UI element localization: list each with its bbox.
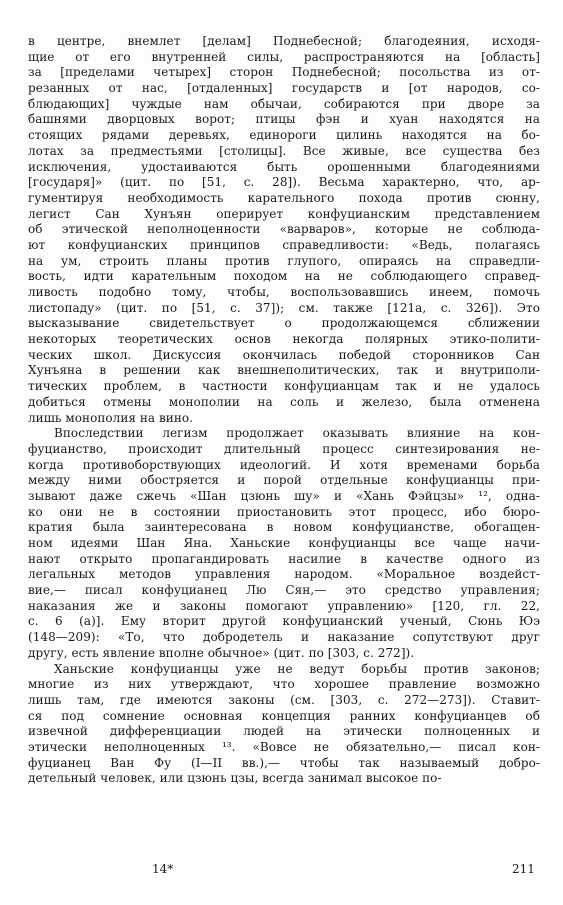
paragraph <box>28 34 540 426</box>
text-line: между ними обостряется и порой отдельные конфуцианцы при- <box>28 473 540 488</box>
text-line: ливость подобно тому, чтобы, воспользовавшись инеем, помочь <box>28 285 540 299</box>
text-line: блюдающих] чуждые нам обычаи, собираются при дворе за <box>28 96 540 111</box>
text-line: лишь монополия на вино. <box>28 410 194 425</box>
text-line: стоящих рядами деревьях, единороги цилинь находятся на бо- <box>28 128 540 143</box>
text-line: с. 6 (а)]. Ему вторит другой конфуцианский ученый, Сюнь Юэ <box>28 614 540 629</box>
text-line: ческих школ. Дискуссия окончилась победой сторонников Сан <box>28 347 540 362</box>
page-number: 211 <box>512 862 535 876</box>
text-line: тических проблем, в частности конфуцианцам так и не удалось <box>28 379 540 394</box>
text-line: Впоследствии легизм продолжает оказывать влияние на кон- <box>54 426 540 441</box>
text-line: лотах за предместьями [столицы]. Все живые, все существа без <box>28 143 540 158</box>
text-line: легист Сан Хунъян оперирует конфуцианским представлением <box>28 206 540 221</box>
text-line: высказывание свидетельствует о продолжающемся сближении <box>28 316 540 331</box>
text-line: лишь там, где имеются законы (см. [303, с. 272—273]). Ставит- <box>28 692 540 707</box>
text-line: (148—209): «То, что добродетель и наказание сопутствуют друг <box>28 630 540 645</box>
text-line: другу, есть явление вполне обычное» (цит. по [303, с. 272]). <box>28 645 415 660</box>
text-line: нают открыто пропагандировать насилие в качестве одного из <box>28 551 540 566</box>
text-line: фуцианец Ван Фу (I—II вв.),— чтобы так называемый добро- <box>28 755 540 770</box>
text-line: листопаду» (цит. по [51, с. 37]); см. также [121а, с. 326]). Это <box>28 300 540 315</box>
text-line: исключения, удостаиваются быть орошенными благодеяниями <box>28 159 540 174</box>
text-line: фуцианство, происходит длительный процесс синтезирования не- <box>28 441 540 456</box>
paragraph <box>28 426 540 661</box>
text-line: многие из них утверждают, что хорошее правление возможно <box>28 677 540 692</box>
text-line: некоторых теоретических основ некогда полярных этико-полити- <box>28 332 540 347</box>
text-line: резанных от нас, [отдаленных] государств и [от народов, со- <box>28 81 540 96</box>
text-line: когда противоборствующих идеологий. И хотя временами борьба <box>28 457 540 472</box>
text-line: об этической неполноценности «варваров», которые не соблюда- <box>28 222 540 237</box>
text-line: [государя]» (цит. по [51, с. 28]). Весьма характерно, что, ар- <box>28 175 540 190</box>
text-line: на ум, строить планы против глупого, опираясь на справедли- <box>28 253 540 268</box>
text-line: ся под сомнение основная концепция ранних конфуцианцев об <box>28 708 540 723</box>
text-line: добиться отмены монополии на соль и железо, была отменена <box>28 394 540 409</box>
text-line: наказания же и законы помогают управлению» [120, гл. 22, <box>28 598 540 613</box>
text-line: в центре, внемлет [делам] Поднебесной; благодеяния, исходя- <box>28 34 540 48</box>
text-line: кратия была заинтересована в новом конфуцианстве, обогащен- <box>28 520 540 535</box>
page-footer <box>0 862 563 880</box>
body-text <box>28 34 540 787</box>
text-line: ко они не в состоянии приостановить этот процесс, ибо бюро- <box>28 504 540 519</box>
text-line: башнями дворцовых ворот; птицы фэн и хуан находятся на <box>28 112 540 127</box>
text-line: за [пределами четырех] сторон Поднебесной; посольства из от- <box>28 65 540 80</box>
text-line: вие,— писал конфуцианец Лю Сян,— это средство управления; <box>28 583 540 598</box>
paragraph <box>28 662 540 788</box>
text-line: вость, идти карательным походом на не соблюдающего справед- <box>28 269 540 284</box>
text-line: щие от его внутренней силы, распространяются на [область] <box>28 49 540 64</box>
text-line: ном идеями Шан Яна. Ханьские конфуцианцы все чаще начи- <box>28 536 540 550</box>
text-line: ют конфуцианских принципов справедливости: «Ведь, полагаясь <box>28 237 540 252</box>
signature-mark: 14* <box>152 862 174 876</box>
text-line: Ханьские конфуцианцы уже не ведут борьбы против законов; <box>54 661 540 676</box>
text-line: извечной дифференциации людей на этически полноценных и <box>28 724 540 739</box>
text-line: Хунъяна в решении как внешнеполитических, так и внутриполи- <box>28 363 540 378</box>
text-line: этически неполноценных ¹³. «Вовсе не обязательно,— писал кон- <box>28 739 540 754</box>
text-line: детельный человек, или цзюнь цзы, всегда занимал высокое по- <box>28 771 442 786</box>
text-line: зывают даже сжечь «Шан цзюнь шу» и «Хань Фэйцзы» ¹², одна- <box>28 488 540 503</box>
text-line: гументируя необходимость карательного похода против сюнну, <box>28 190 540 205</box>
text-line: легальных методов управления народом. «Моральное воздейст- <box>28 567 540 582</box>
